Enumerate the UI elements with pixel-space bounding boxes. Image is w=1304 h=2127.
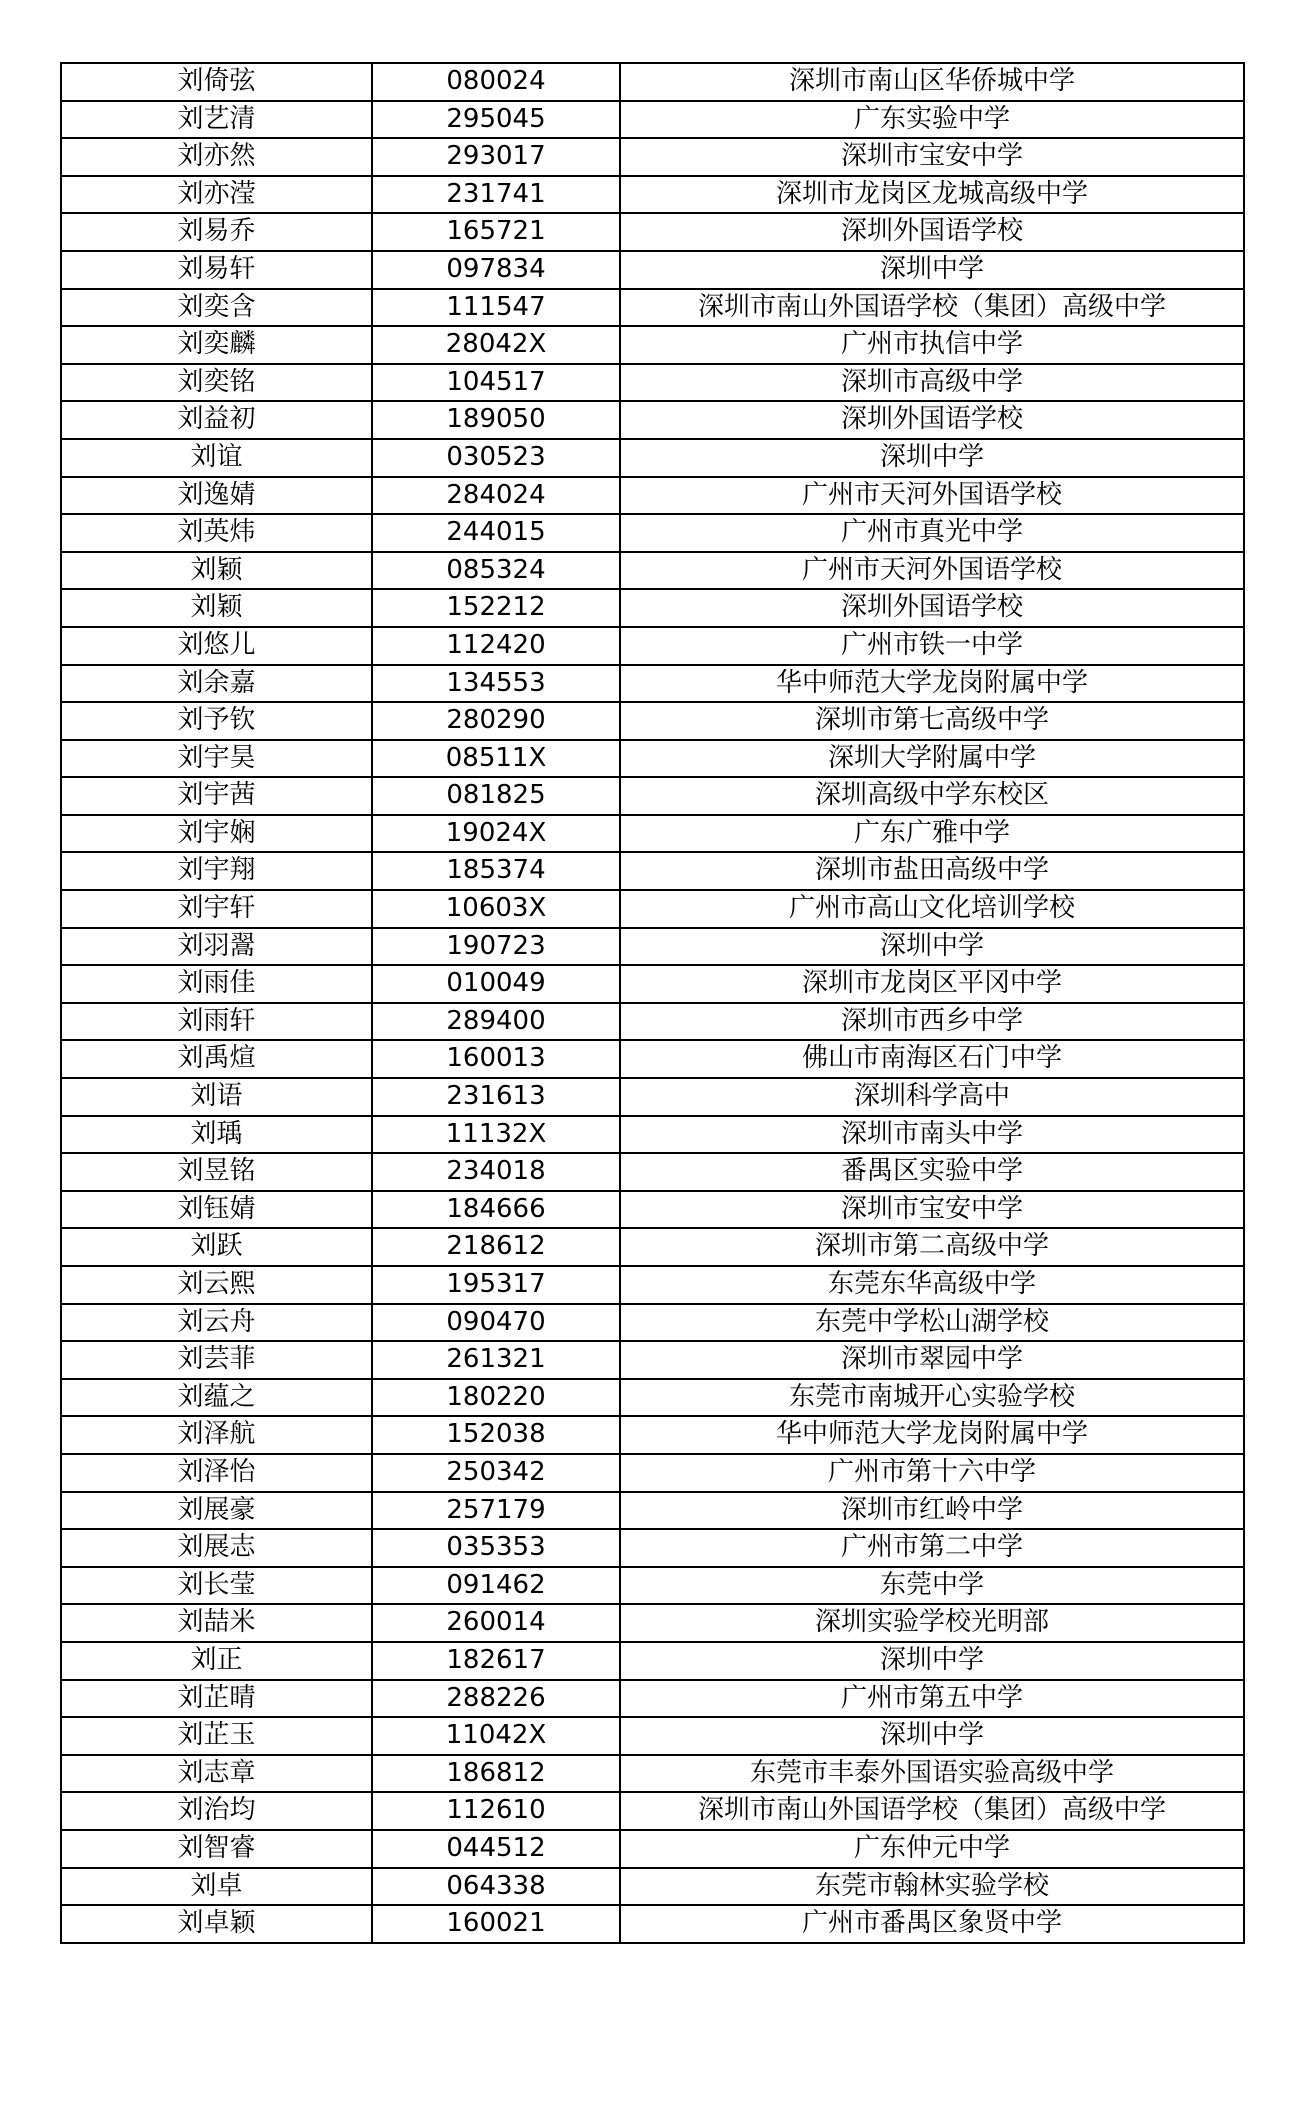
school-cell: 深圳中学	[620, 251, 1244, 289]
id-cell: 189050	[372, 401, 620, 439]
id-cell: 112610	[372, 1792, 620, 1830]
school-cell: 深圳市南山外国语学校（集团）高级中学	[620, 1792, 1244, 1830]
table-row	[61, 852, 1244, 890]
name-cell: 刘智睿	[61, 1830, 372, 1868]
school-cell: 深圳市西乡中学	[620, 1003, 1244, 1041]
table-row	[61, 1304, 1244, 1342]
school-cell: 深圳市南头中学	[620, 1116, 1244, 1154]
table-row	[61, 1078, 1244, 1116]
id-cell: 280290	[372, 702, 620, 740]
school-cell: 深圳外国语学校	[620, 213, 1244, 251]
name-cell: 刘展豪	[61, 1492, 372, 1530]
table-row	[61, 890, 1244, 928]
id-cell: 288226	[372, 1680, 620, 1718]
table-row	[61, 1755, 1244, 1793]
id-cell: 19024X	[372, 815, 620, 853]
name-cell: 刘奕麟	[61, 326, 372, 364]
id-cell: 044512	[372, 1830, 620, 1868]
id-cell: 081825	[372, 777, 620, 815]
name-cell: 刘禹煊	[61, 1040, 372, 1078]
id-cell: 231613	[372, 1078, 620, 1116]
name-cell: 刘芷玉	[61, 1717, 372, 1755]
school-cell: 深圳市高级中学	[620, 364, 1244, 402]
id-cell: 152038	[372, 1416, 620, 1454]
id-cell: 134553	[372, 665, 620, 703]
table-row	[61, 815, 1244, 853]
id-cell: 257179	[372, 1492, 620, 1530]
name-cell: 刘谊	[61, 439, 372, 477]
school-cell: 深圳市红岭中学	[620, 1492, 1244, 1530]
school-cell: 深圳中学	[620, 928, 1244, 966]
school-cell: 深圳市翠园中学	[620, 1341, 1244, 1379]
name-cell: 刘雨佳	[61, 965, 372, 1003]
name-cell: 刘语	[61, 1078, 372, 1116]
id-cell: 112420	[372, 627, 620, 665]
id-cell: 152212	[372, 589, 620, 627]
school-cell: 广州市第十六中学	[620, 1454, 1244, 1492]
table-row	[61, 1416, 1244, 1454]
id-cell: 090470	[372, 1304, 620, 1342]
table-row	[61, 777, 1244, 815]
id-cell: 295045	[372, 101, 620, 139]
table-row	[61, 928, 1244, 966]
table-row	[61, 1153, 1244, 1191]
name-cell: 刘泽航	[61, 1416, 372, 1454]
school-cell: 深圳大学附属中学	[620, 740, 1244, 778]
id-cell: 293017	[372, 138, 620, 176]
school-cell: 佛山市南海区石门中学	[620, 1040, 1244, 1078]
table-row	[61, 1266, 1244, 1304]
school-cell: 深圳中学	[620, 1717, 1244, 1755]
school-cell: 东莞市丰泰外国语实验高级中学	[620, 1755, 1244, 1793]
name-cell: 刘余嘉	[61, 665, 372, 703]
school-cell: 深圳市盐田高级中学	[620, 852, 1244, 890]
table-row	[61, 326, 1244, 364]
school-cell: 深圳市第七高级中学	[620, 702, 1244, 740]
name-cell: 刘易轩	[61, 251, 372, 289]
student-table	[60, 62, 1245, 1944]
table-row	[61, 213, 1244, 251]
school-cell: 深圳实验学校光明部	[620, 1604, 1244, 1642]
table-row	[61, 138, 1244, 176]
school-cell: 深圳中学	[620, 1642, 1244, 1680]
table-row	[61, 1868, 1244, 1906]
name-cell: 刘奕含	[61, 289, 372, 327]
name-cell: 刘展志	[61, 1529, 372, 1567]
name-cell: 刘云舟	[61, 1304, 372, 1342]
name-cell: 刘宇茜	[61, 777, 372, 815]
id-cell: 180220	[372, 1379, 620, 1417]
name-cell: 刘卓颖	[61, 1905, 372, 1943]
name-cell: 刘泽怡	[61, 1454, 372, 1492]
school-cell: 广东仲元中学	[620, 1830, 1244, 1868]
table-row	[61, 1680, 1244, 1718]
school-cell: 东莞中学松山湖学校	[620, 1304, 1244, 1342]
school-cell: 深圳中学	[620, 439, 1244, 477]
school-cell: 深圳市南山区华侨城中学	[620, 63, 1244, 101]
id-cell: 234018	[372, 1153, 620, 1191]
id-cell: 244015	[372, 514, 620, 552]
id-cell: 185374	[372, 852, 620, 890]
name-cell: 刘逸婧	[61, 477, 372, 515]
name-cell: 刘宇翔	[61, 852, 372, 890]
table-row	[61, 1191, 1244, 1229]
table-row	[61, 1830, 1244, 1868]
name-cell: 刘英炜	[61, 514, 372, 552]
table-row	[61, 289, 1244, 327]
id-cell: 260014	[372, 1604, 620, 1642]
table-row	[61, 1567, 1244, 1605]
school-cell: 深圳外国语学校	[620, 401, 1244, 439]
school-cell: 深圳外国语学校	[620, 589, 1244, 627]
table-row	[61, 1529, 1244, 1567]
school-cell: 华中师范大学龙岗附属中学	[620, 1416, 1244, 1454]
id-cell: 010049	[372, 965, 620, 1003]
id-cell: 261321	[372, 1341, 620, 1379]
id-cell: 11132X	[372, 1116, 620, 1154]
id-cell: 080024	[372, 63, 620, 101]
table-row	[61, 176, 1244, 214]
table-body	[61, 63, 1244, 1943]
school-cell: 广州市天河外国语学校	[620, 477, 1244, 515]
table-row	[61, 965, 1244, 1003]
school-cell: 广州市真光中学	[620, 514, 1244, 552]
table-row	[61, 439, 1244, 477]
name-cell: 刘益初	[61, 401, 372, 439]
table-row	[61, 1379, 1244, 1417]
table-row	[61, 1003, 1244, 1041]
table-row	[61, 401, 1244, 439]
id-cell: 289400	[372, 1003, 620, 1041]
name-cell: 刘羽翯	[61, 928, 372, 966]
table-row	[61, 1492, 1244, 1530]
school-cell: 广州市高山文化培训学校	[620, 890, 1244, 928]
id-cell: 160021	[372, 1905, 620, 1943]
id-cell: 10603X	[372, 890, 620, 928]
name-cell: 刘长莹	[61, 1567, 372, 1605]
school-cell: 深圳市宝安中学	[620, 1191, 1244, 1229]
name-cell: 刘奕铭	[61, 364, 372, 402]
id-cell: 218612	[372, 1228, 620, 1266]
school-cell: 广州市番禺区象贤中学	[620, 1905, 1244, 1943]
table-row	[61, 1717, 1244, 1755]
id-cell: 030523	[372, 439, 620, 477]
name-cell: 刘钰婧	[61, 1191, 372, 1229]
name-cell: 刘倚弦	[61, 63, 372, 101]
school-cell: 华中师范大学龙岗附属中学	[620, 665, 1244, 703]
name-cell: 刘亦然	[61, 138, 372, 176]
id-cell: 190723	[372, 928, 620, 966]
school-cell: 广州市第二中学	[620, 1529, 1244, 1567]
school-cell: 广东广雅中学	[620, 815, 1244, 853]
name-cell: 刘治均	[61, 1792, 372, 1830]
school-cell: 广州市第五中学	[620, 1680, 1244, 1718]
table-row	[61, 627, 1244, 665]
school-cell: 深圳市宝安中学	[620, 138, 1244, 176]
table-row	[61, 251, 1244, 289]
table-row	[61, 514, 1244, 552]
name-cell: 刘卓	[61, 1868, 372, 1906]
id-cell: 08511X	[372, 740, 620, 778]
table-row	[61, 1228, 1244, 1266]
school-cell: 深圳高级中学东校区	[620, 777, 1244, 815]
table-row	[61, 1116, 1244, 1154]
table-row	[61, 1454, 1244, 1492]
table-row	[61, 665, 1244, 703]
school-cell: 广州市执信中学	[620, 326, 1244, 364]
id-cell: 035353	[372, 1529, 620, 1567]
table-row	[61, 552, 1244, 590]
name-cell: 刘芷晴	[61, 1680, 372, 1718]
id-cell: 250342	[372, 1454, 620, 1492]
name-cell: 刘宇昊	[61, 740, 372, 778]
id-cell: 182617	[372, 1642, 620, 1680]
school-cell: 深圳市龙岗区龙城高级中学	[620, 176, 1244, 214]
name-cell: 刘蕴之	[61, 1379, 372, 1417]
id-cell: 064338	[372, 1868, 620, 1906]
name-cell: 刘云熙	[61, 1266, 372, 1304]
name-cell: 刘喆米	[61, 1604, 372, 1642]
school-cell: 广州市天河外国语学校	[620, 552, 1244, 590]
table-row	[61, 364, 1244, 402]
table-row	[61, 1341, 1244, 1379]
table-row	[61, 101, 1244, 139]
id-cell: 184666	[372, 1191, 620, 1229]
table-row	[61, 1905, 1244, 1943]
table-row	[61, 1604, 1244, 1642]
id-cell: 160013	[372, 1040, 620, 1078]
id-cell: 091462	[372, 1567, 620, 1605]
name-cell: 刘雨轩	[61, 1003, 372, 1041]
school-cell: 东莞中学	[620, 1567, 1244, 1605]
school-cell: 东莞市南城开心实验学校	[620, 1379, 1244, 1417]
school-cell: 深圳市第二高级中学	[620, 1228, 1244, 1266]
school-cell: 深圳科学高中	[620, 1078, 1244, 1116]
table-row	[61, 702, 1244, 740]
name-cell: 刘艺清	[61, 101, 372, 139]
table-row	[61, 1792, 1244, 1830]
name-cell: 刘瑀	[61, 1116, 372, 1154]
school-cell: 番禺区实验中学	[620, 1153, 1244, 1191]
school-cell: 广州市铁一中学	[620, 627, 1244, 665]
id-cell: 11042X	[372, 1717, 620, 1755]
name-cell: 刘颖	[61, 589, 372, 627]
school-cell: 深圳市南山外国语学校（集团）高级中学	[620, 289, 1244, 327]
school-cell: 深圳市龙岗区平冈中学	[620, 965, 1244, 1003]
table-row	[61, 1642, 1244, 1680]
id-cell: 111547	[372, 289, 620, 327]
school-cell: 广东实验中学	[620, 101, 1244, 139]
id-cell: 195317	[372, 1266, 620, 1304]
name-cell: 刘芸菲	[61, 1341, 372, 1379]
table-row	[61, 477, 1244, 515]
id-cell: 231741	[372, 176, 620, 214]
name-cell: 刘亦滢	[61, 176, 372, 214]
table-row	[61, 1040, 1244, 1078]
table-row	[61, 589, 1244, 627]
name-cell: 刘宇娴	[61, 815, 372, 853]
id-cell: 097834	[372, 251, 620, 289]
id-cell: 28042X	[372, 326, 620, 364]
name-cell: 刘正	[61, 1642, 372, 1680]
name-cell: 刘志章	[61, 1755, 372, 1793]
name-cell: 刘易乔	[61, 213, 372, 251]
table-row	[61, 63, 1244, 101]
name-cell: 刘昱铭	[61, 1153, 372, 1191]
id-cell: 186812	[372, 1755, 620, 1793]
school-cell: 东莞市翰林实验学校	[620, 1868, 1244, 1906]
id-cell: 284024	[372, 477, 620, 515]
name-cell: 刘跃	[61, 1228, 372, 1266]
id-cell: 085324	[372, 552, 620, 590]
school-cell: 东莞东华高级中学	[620, 1266, 1244, 1304]
name-cell: 刘颖	[61, 552, 372, 590]
name-cell: 刘予钦	[61, 702, 372, 740]
id-cell: 165721	[372, 213, 620, 251]
name-cell: 刘悠儿	[61, 627, 372, 665]
id-cell: 104517	[372, 364, 620, 402]
name-cell: 刘宇轩	[61, 890, 372, 928]
table-row	[61, 740, 1244, 778]
